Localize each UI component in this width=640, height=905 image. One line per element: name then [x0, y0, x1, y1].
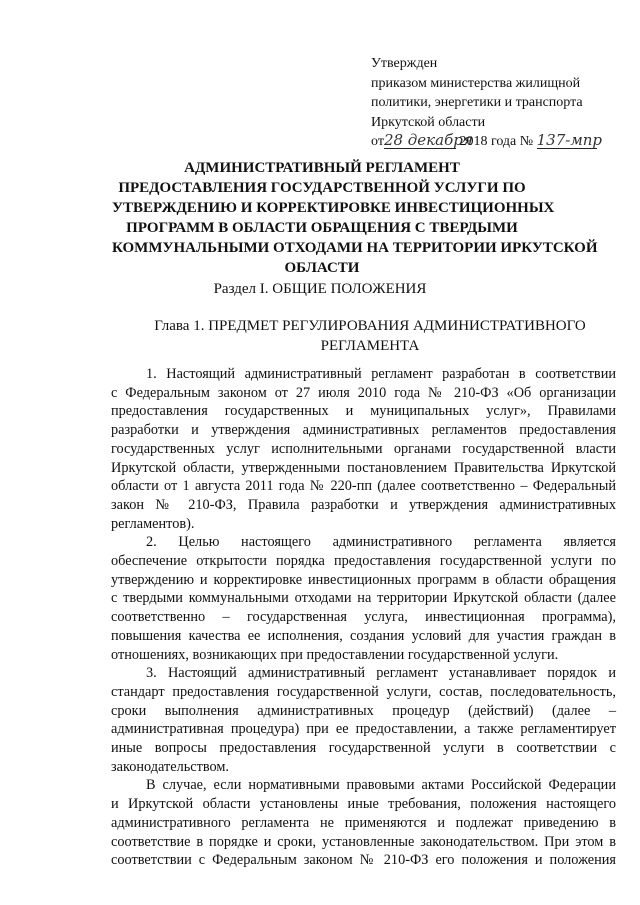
- handwritten-date: 28 декабря: [383, 131, 473, 149]
- paragraph-line: 2. Целью настоящего административного регламента является: [146, 534, 616, 551]
- approval-line: Утвержден: [371, 56, 438, 71]
- paragraph-line: предоставления государственных и муниципальных услуг», Правилами: [111, 403, 616, 420]
- section-heading: Раздел I. ОБЩИЕ ПОЛОЖЕНИЯ: [213, 281, 427, 297]
- approval-line: Иркутской области: [371, 114, 486, 130]
- paragraph-line: закон № 210-ФЗ, Правила разработки и утверждения административных: [111, 496, 616, 513]
- paragraph-line: административного регламента не применяются и подлежат приведению в: [111, 814, 616, 831]
- title-line: АДМИНИСТРАТИВНЫЙ РЕГЛАМЕНТ: [184, 160, 460, 176]
- title-line: ПРОГРАММ В ОБЛАСТИ ОБРАЩЕНИЯ С ТВЕРДЫМИ: [126, 220, 518, 236]
- paragraph-line: и Иркутской области установлены иные требования, положения настоящего: [111, 796, 616, 813]
- paragraph-line: соответствие в порядке и сроки, установленные законодательством. При этом в: [111, 833, 616, 850]
- paragraph-line: регламентов).: [111, 515, 195, 532]
- date-suffix: 2018 года №: [459, 134, 534, 149]
- document-title: [112, 158, 598, 278]
- title-line: ПРЕДОСТАВЛЕНИЯ ГОСУДАРСТВЕННОЙ УСЛУГИ ПО: [118, 180, 526, 196]
- paragraph-line: соответственно – государственная услуга, инвестиционная программа),: [111, 609, 616, 626]
- date-prefix: от: [371, 134, 384, 149]
- paragraph-line: государственных услуг исполнительными органами государственной власти: [111, 440, 616, 457]
- paragraph-line: 3. Настоящий административный регламент устанавливает порядок и: [146, 665, 616, 682]
- paragraph-line: отношениях, возникающих при предоставлении государственной услуги.: [111, 646, 559, 663]
- chapter-line: РЕГЛАМЕНТА: [320, 338, 420, 354]
- paragraph: [111, 776, 616, 870]
- document-body: [111, 365, 616, 870]
- approval-stamp: [371, 54, 633, 152]
- title-line: КОММУНАЛЬНЫМИ ОТХОДАМИ НА ТЕРРИТОРИИ ИРКУТСКОЙ: [112, 240, 598, 256]
- paragraph-line: утверждению и корректировке инвестиционных программ в области обращения: [111, 571, 616, 588]
- paragraph-line: соответствии с Федеральным законом № 210-ФЗ его положения и положения: [111, 852, 616, 869]
- paragraph-line: иные вопросы предоставления государственной услуги в соответствии с: [111, 740, 616, 757]
- paragraph-line: 1. Настоящий административный регламент разработан в соответствии: [146, 366, 616, 382]
- title-line: УТВЕРЖДЕНИЮ И КОРРЕКТИРОВКЕ ИНВЕСТИЦИОННЫХ: [112, 200, 555, 216]
- paragraph-line: В случае, если нормативными правовыми актами Российской Федерации: [146, 777, 616, 794]
- paragraph-line: области от 1 августа 2011 года № 220-пп (далее соответственно – Федеральный: [111, 478, 616, 495]
- paragraph-line: стандарт предоставления государственной услуги, состав, последовательность,: [111, 683, 616, 700]
- chapter-heading: [150, 316, 590, 356]
- paragraph-line: повышения качества ее исполнения, создания условий для участия граждан в: [111, 627, 616, 644]
- handwritten-number: 137-мпр: [536, 131, 603, 149]
- approval-date-line: [371, 132, 633, 152]
- paragraph: [111, 365, 616, 533]
- chapter-line: Глава 1. ПРЕДМЕТ РЕГУЛИРОВАНИЯ АДМИНИСТРАТИВНОГО: [154, 318, 586, 334]
- paragraph: [111, 664, 616, 776]
- paragraph: [111, 533, 616, 664]
- paragraph-line: обеспечение открытости порядка предоставления государственной услуги по: [111, 553, 616, 570]
- paragraph-line: Иркутской области, утвержденными постановлением Правительства Иркутской: [111, 459, 616, 476]
- paragraph-line: с Федеральным законом от 27 июля 2010 года № 210-ФЗ «Об организации: [111, 384, 616, 401]
- paragraph-line: сроки выполнения административных процедур (действий) (далее –: [111, 702, 616, 719]
- paragraph-line: административная процедура) при ее предоставлении, а также регламентирует: [111, 721, 616, 738]
- paragraph-line: законодательством.: [111, 758, 229, 775]
- paragraph-line: разработки и утверждения административных регламентов предоставления: [111, 422, 616, 439]
- paragraph-line: с твердыми коммунальными отходами на территории Иркутской области (далее: [111, 590, 616, 607]
- approval-line: политики, энергетики и транспорта: [371, 95, 583, 110]
- title-line: ОБЛАСТИ: [284, 260, 360, 276]
- approval-line: приказом министерства жилищной: [371, 75, 581, 91]
